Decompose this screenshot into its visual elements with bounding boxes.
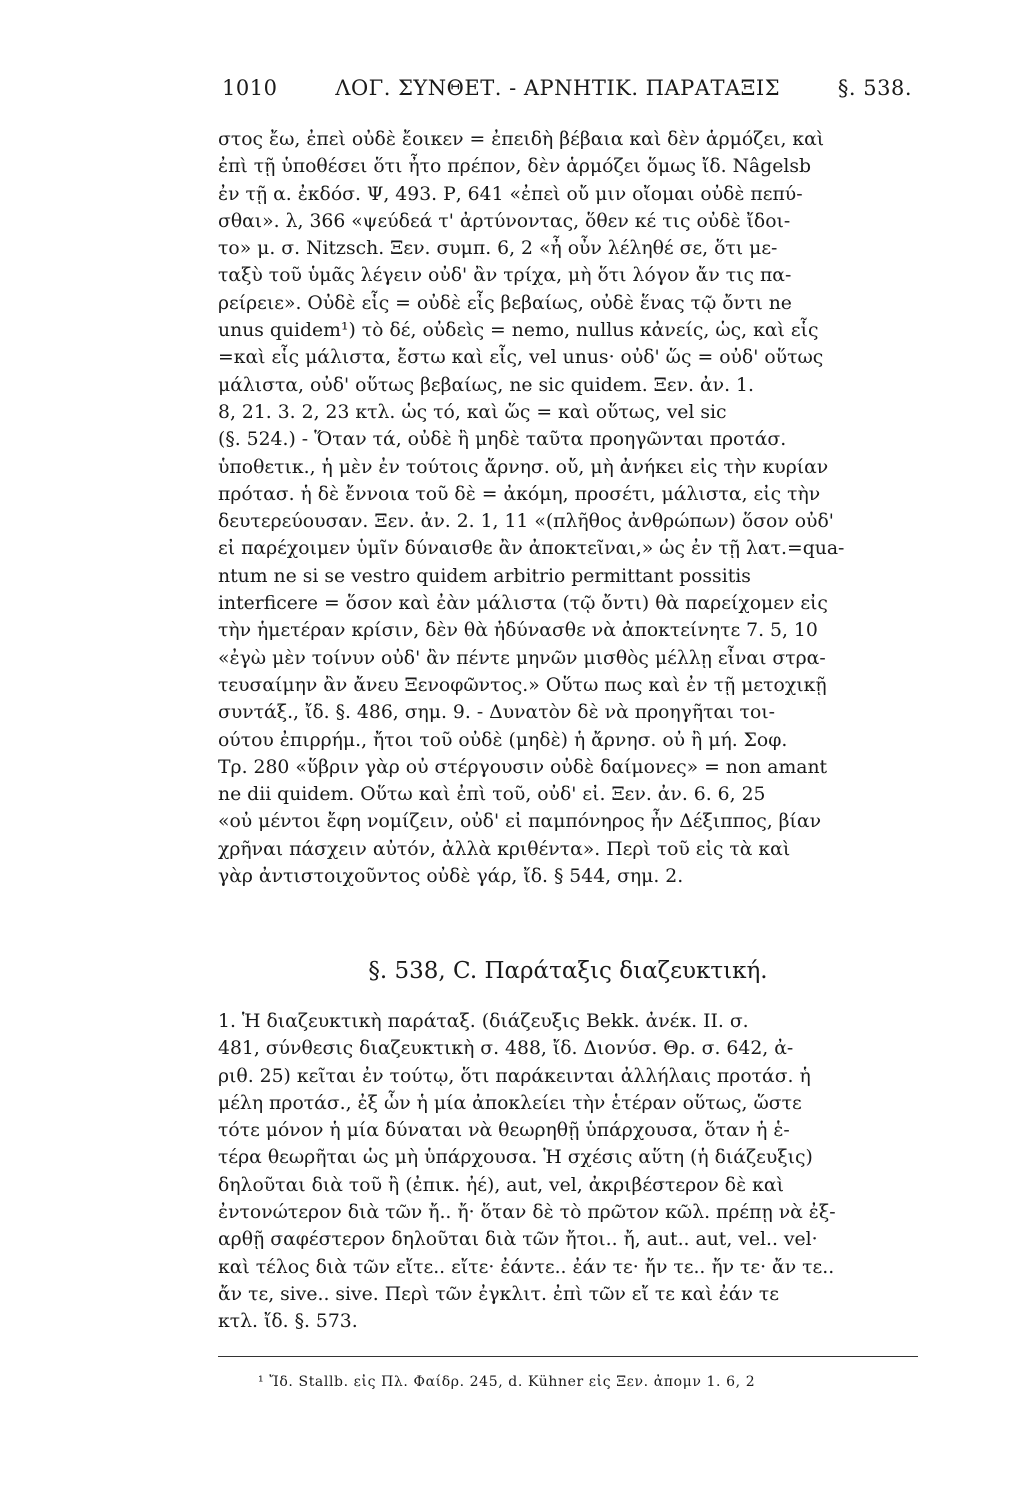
- footnote: ¹ Ἴδ. Stallb. εἰς Πλ. Φαίδρ. 245, d. Kühner εἰς Ξεν. ἀπομν 1. 6, 2: [258, 1374, 756, 1390]
- main-text-block: [218, 126, 918, 890]
- text-line: unus quidem¹) τὸ δέ, οὐδεὶς = nemo, nullus κἀνείς, ὡς, καὶ εἷς: [218, 320, 819, 342]
- section-heading: §. 538, C. Παράταξις διαζευκτική.: [368, 958, 768, 984]
- text-line: αρθῇ σαφέστερον δηλοῦται διὰ τῶν ἤτοι.. ἤ, aut.. aut, vel.. vel·: [218, 1229, 818, 1251]
- text-line: 8, 21. 3. 2, 23 κτλ. ὡς τό, καὶ ὥς = καὶ οὕτως, vel sic: [218, 401, 727, 423]
- text-line: δηλοῦται διὰ τοῦ ἢ (ἐπικ. ἠέ), aut, vel, ἀκριβέστερον δὲ καὶ: [218, 1174, 784, 1196]
- footnote-rule: [218, 1356, 918, 1357]
- text-line: το» μ. σ. Nitzsch. Ξεν. συμπ. 6, 2 «ἦ οὖν λέληθέ σε, ὅτι με-: [218, 238, 778, 260]
- text-line: ταξὺ τοῦ ὑμᾶς λέγειν οὐδ' ἂν τρίχα, μὴ ὅτι λόγον ἄν τις πα-: [218, 265, 792, 287]
- text-line: ριθ. 25) κεῖται ἐν τούτῳ, ὅτι παράκεινται ἀλλήλαις προτάσ. ἡ: [218, 1065, 811, 1087]
- text-line: τευσαίμην ἂν ἄνευ Ξενοφῶντος.» Οὕτω πως καὶ ἐν τῇ μετοχικῇ: [218, 674, 827, 696]
- text-line: (§. 524.) - Ὅταν τά, οὐδὲ ἢ μηδὲ ταῦτα προηγῶνται προτάσ.: [218, 429, 787, 451]
- text-line: ἐπὶ τῇ ὑποθέσει ὅτι ἦτο πρέπον, δὲν ἁρμόζει ὅμως ἴδ. Nâgelsb: [218, 156, 812, 178]
- text-line: τότε μόνον ἡ μία δύναται νὰ θεωρηθῇ ὑπάρχουσα, ὅταν ἡ ἑ-: [218, 1120, 790, 1142]
- text-line: ne dii quidem. Οὕτω καὶ ἐπὶ τοῦ, οὐδ' εἰ. Ξεν. ἀν. 6. 6, 25: [218, 784, 766, 806]
- text-line: ὑποθετικ., ἡ μὲν ἐν τούτοις ἄρνησ. οὔ, μὴ ἀνήκει εἰς τὴν κυρίαν: [218, 456, 829, 478]
- text-line: interficere = ὅσον καὶ ἐὰν μάλιστα (τῷ ὄντι) θὰ παρείχομεν εἰς: [218, 593, 828, 615]
- text-line: χρῆναι πάσχειν αὐτόν, ἀλλὰ κριθέντα». Περὶ τοῦ εἰς τὰ καὶ: [218, 838, 791, 860]
- section-text-block: [218, 1008, 918, 1336]
- text-line: ἐντονώτερον διὰ τῶν ἤ.. ἤ· ὅταν δὲ τὸ πρῶτον κῶλ. πρέπῃ νὰ ἐξ-: [218, 1202, 836, 1224]
- text-line: Τρ. 280 «ὕβριν γὰρ οὐ στέργουσιν οὐδὲ δαίμονες» = non amant: [218, 756, 828, 778]
- running-header: [222, 76, 912, 100]
- text-line: εἰ παρέχοιμεν ὑμῖν δύναισθε ἂν ἀποκτεῖναι,» ὡς ἐν τῇ λατ.=qua-: [218, 538, 845, 560]
- text-line: πρότασ. ἡ δὲ ἔννοια τοῦ δὲ = ἀκόμη, προσέτι, μάλιστα, εἰς τὴν: [218, 483, 821, 505]
- text-line: 481, σύνθεσις διαζευκτικὴ σ. 488, ἴδ. Διονύσ. Θρ. σ. 642, ἀ-: [218, 1038, 794, 1060]
- text-line: «οὐ μέντοι ἔφη νομίζειν, οὐδ' εἰ παμπόνηρος ἦν Δέξιππος, βίαν: [218, 811, 821, 833]
- text-line: ούτου ἐπιρρήμ., ἤτοι τοῦ οὐδὲ (μηδὲ) ἡ ἄρνησ. οὐ ἢ μή. Σοφ.: [218, 729, 788, 751]
- text-line: ἐν τῇ α. ἐκδόσ. Ψ, 493. Ρ, 641 «ἐπεὶ οὔ μιν οἴομαι οὐδὲ πεπύ-: [218, 183, 803, 205]
- text-line: δευτερεύουσαν. Ξεν. ἀν. 2. 1, 11 «(πλῆθος ἀνθρώπων) ὅσον οὐδ': [218, 511, 834, 533]
- text-line: τέρα θεωρῆται ὡς μὴ ὑπάρχουσα. Ἡ σχέσις αὕτη (ἡ διάζευξις): [218, 1147, 813, 1169]
- text-line: μέλη προτάσ., ἐξ ὧν ἡ μία ἀποκλείει τὴν ἑτέραν οὕτως, ὥστε: [218, 1092, 802, 1114]
- text-line: 1. Ἡ διαζευκτικὴ παράταξ. (διάζευξις Bekk. ἀνέκ. ΙΙ. σ.: [218, 1011, 749, 1032]
- text-line: μάλιστα, οὐδ' οὕτως βεβαίως, ne sic quidem. Ξεν. ἀν. 1.: [218, 374, 754, 396]
- text-line: στος ἔω, ἐπεὶ οὐδὲ ἔοικεν = ἐπειδὴ βέβαια καὶ δὲν ἁρμόζει, καὶ: [218, 129, 825, 150]
- text-line: ἄν τε, sive.. sive. Περὶ τῶν ἐγκλιτ. ἐπὶ τῶν εἴ τε καὶ ἐάν τε: [218, 1283, 779, 1305]
- text-line: καὶ τέλος διὰ τῶν εἴτε.. εἴτε· ἐάντε.. ἐάν τε· ἤν τε.. ἤν τε· ἄν τε..: [218, 1256, 835, 1278]
- text-line: κτλ. ἴδ. §. 573.: [218, 1311, 358, 1333]
- text-line: ρείρειε». Οὐδὲ εἷς = οὐδὲ εἷς βεβαίως, οὐδὲ ἕνας τῷ ὄντι ne: [218, 292, 792, 314]
- section-reference: §. 538.: [837, 76, 912, 100]
- text-line: συντάξ., ἴδ. §. 486, σημ. 9. - Δυνατὸν δὲ νὰ προηγῆται τοι-: [218, 702, 775, 724]
- text-line: «ἐγὼ μὲν τοίνυν οὐδ' ἂν πέντε μηνῶν μισθὸς μέλλῃ εἶναι στρα-: [218, 647, 826, 669]
- text-line: τὴν ἡμετέραν κρίσιν, δὲν θὰ ἠδύνασθε νὰ ἀποκτείνητε 7. 5, 10: [218, 620, 818, 642]
- text-line: σθαι». λ, 366 «ψεύδεά τ' ἀρτύνοντας, ὅθεν κέ τις οὐδὲ ἴδοι-: [218, 210, 791, 232]
- text-line: =καὶ εἷς μάλιστα, ἔστω καὶ εἷς, vel unus· οὐδ' ὥς = οὐδ' οὕτως: [218, 347, 824, 369]
- text-line: ntum ne si se vestro quidem arbitrio permittant possitis: [218, 565, 751, 587]
- page-number: 1010: [222, 76, 278, 100]
- text-line: γὰρ ἀντιστοιχοῦντος οὐδὲ γάρ, ἴδ. § 544, σημ. 2.: [218, 866, 684, 888]
- running-title: ΛΟΓ. ΣΥΝΘΕΤ. - ΑΡΝΗΤΙΚ. ΠΑΡΑΤΑΞΙΣ: [335, 76, 781, 100]
